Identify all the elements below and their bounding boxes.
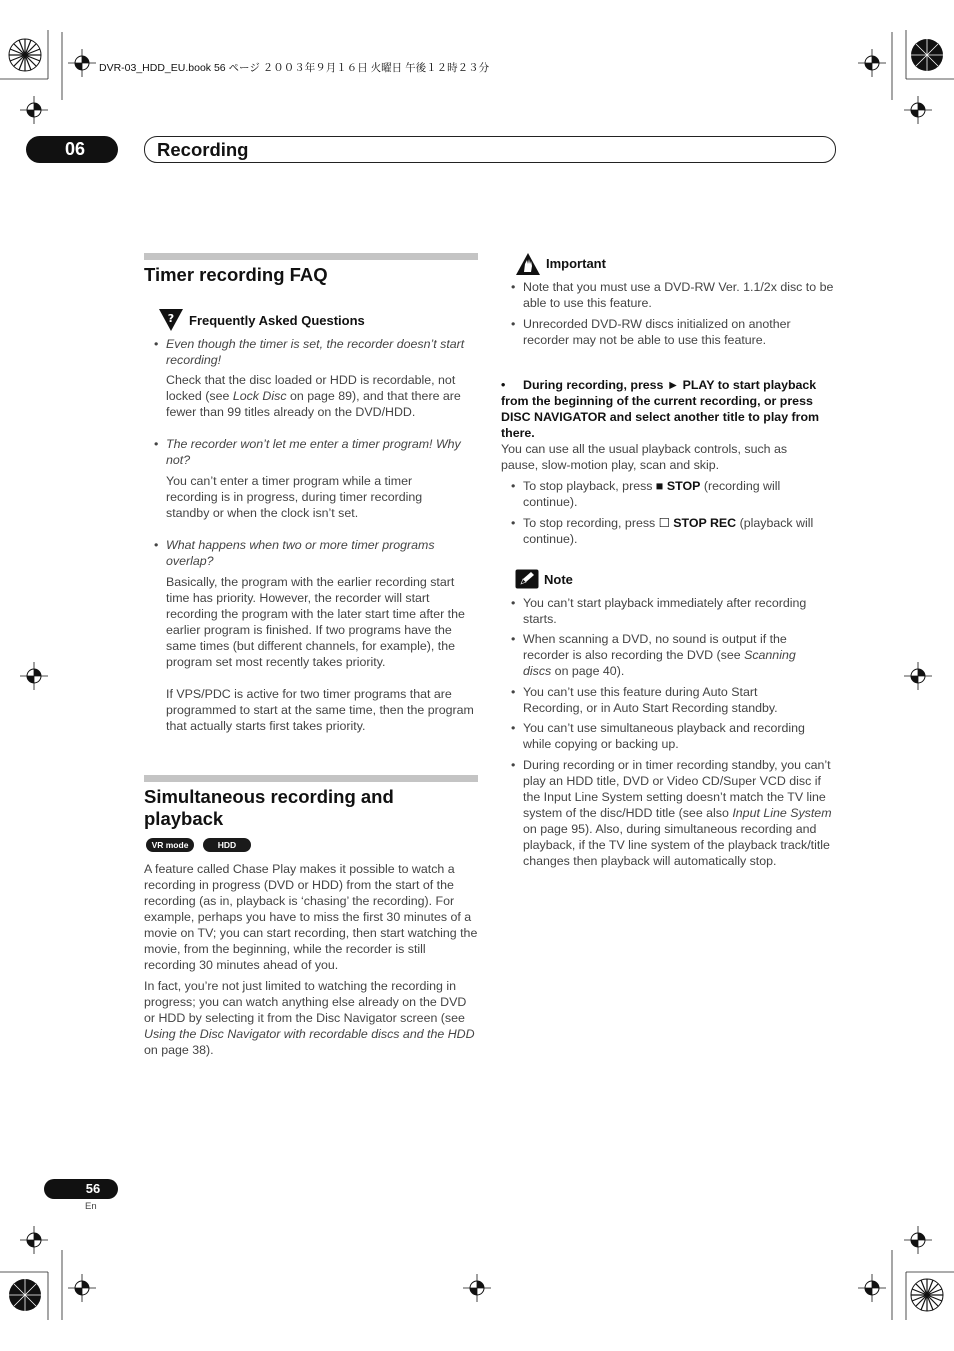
- faq-answer: If VPS/PDC is active for two timer programs that are programmed to start at the same time, then the program that actually starts first takes priority.: [166, 687, 474, 733]
- hdd-badge: HDD: [203, 838, 251, 852]
- faq-question: • The recorder won’t let me enter a timer program! Why not?: [154, 437, 461, 467]
- important-item: • Unrecorded DVD-RW discs initialized on another recorder may not be able to use this feature.: [511, 317, 791, 347]
- faq-answer: Basically, the program with the earlier recording start time has priority. However, the recorder will start recording the program with the later start time after the earlier program is finished. If two programs have the same times (but different channels, for example), the program set most recently takes priority.: [166, 575, 465, 669]
- stop-recording-item: • To stop recording, press ☐ STOP REC (playback will continue).: [511, 516, 814, 546]
- note-title: Note: [544, 572, 573, 587]
- page-number: 56: [85, 1181, 101, 1196]
- svg-text:?: ?: [167, 312, 175, 325]
- important-icon: [515, 252, 541, 276]
- section-rule: [144, 775, 478, 782]
- cross-reference: Input Line System: [732, 806, 832, 820]
- note-item: • You can’t use simultaneous playback and recording while copying or backing up.: [511, 721, 805, 751]
- faq-question: • Even though the timer is set, the recorder doesn’t start recording!: [154, 337, 465, 367]
- faq-icon: [158, 308, 184, 332]
- note-icon: [515, 569, 539, 589]
- note-item: • You can’t use this feature during Auto Start Recording, or in Auto Start Recording standby.: [511, 685, 778, 715]
- important-item: • Note that you must use a DVD-RW Ver. 1.1/2x disc to be able to use this feature.: [511, 280, 834, 310]
- step-instruction: • During recording, press ► PLAY to start playback from the beginning of the current recording, or press DISC NAVIGATOR and select another title to play from there.: [501, 378, 820, 440]
- faq-question-text: What happens when two or more timer programs overlap?: [166, 538, 435, 568]
- section-title-simultaneous: Simultaneous recording and playback: [144, 786, 394, 829]
- page-number-badge: [44, 1179, 118, 1199]
- chapter-title: Recording: [157, 139, 249, 160]
- faq-question-text: The recorder won’t let me enter a timer program! Why not?: [166, 437, 461, 467]
- chapter-number: 06: [64, 139, 86, 159]
- language-code: En: [85, 1201, 97, 1212]
- faq-box-title: Frequently Asked Questions: [189, 313, 365, 328]
- step-description: You can use all the usual playback controls, such as pause, slow-motion play, scan and skip.: [501, 442, 788, 472]
- note-item: • When scanning a DVD, no sound is output if the recorder is also recording the DVD (see Scanning discs on page 40).: [511, 632, 796, 678]
- chapter-badge: [26, 136, 118, 163]
- note-item: • You can’t start playback immediately after recording starts.: [511, 596, 807, 626]
- faq-answer: You can’t enter a timer program while a timer recording is in progress, during timer recording standby or when the clock isn’t set.: [166, 474, 423, 520]
- cross-reference: Scanning discs: [523, 648, 796, 678]
- faq-question: • What happens when two or more timer programs overlap?: [154, 538, 435, 568]
- body-paragraph: In fact, you’re not just limited to watching the recording in progress; you can watch anything else already on the DVD or HDD by selecting it from the Disc Navigator screen (see Using the Disc Navigator with recordable discs and the HDD on page 38).: [144, 979, 475, 1057]
- chapter-title-bar: [144, 136, 836, 163]
- faq-question-text: Even though the timer is set, the recorder doesn’t start recording!: [166, 337, 465, 367]
- vr-mode-badge: VR mode: [146, 838, 194, 852]
- file-header: DVR-03_HDD_EU.book 56 ページ ２００３年９月１６日 火曜日 午後１２時２３分: [99, 62, 490, 74]
- cross-reference: Lock Disc: [232, 389, 287, 403]
- stop-key: ■ STOP: [655, 479, 701, 493]
- section-rule: [144, 253, 478, 260]
- section-title-timer-faq: Timer recording FAQ: [144, 264, 328, 285]
- cross-reference: Using the Disc Navigator with recordable discs and the HDD: [144, 1027, 475, 1041]
- body-paragraph: A feature called Chase Play makes it possible to watch a recording in progress (DVD or HDD) from the start of the recording (as in, playback is ‘chasing’ the recording). For example, perhaps you have to miss the first 30 minutes of a movie on TV; you can start recording, then start watching the movie, from the beginning, while the recorder is still recording 30 minutes ahead of you.: [144, 862, 478, 972]
- stop-playback-item: • To stop playback, press ■ STOP (recording will continue).: [511, 479, 781, 509]
- faq-answer: Check that the disc loaded or HDD is recordable, not locked (see Lock Disc on page 89), and that there are fewer than 99 titles already on the DVD/HDD.: [166, 373, 461, 419]
- stop-rec-key: ☐ STOP REC: [658, 516, 737, 530]
- note-item: • During recording or in timer recording standby, you can’t play an HDD title, DVD or Video CD/Super VCD disc if the Input Line System setting doesn’t match the TV line system of the disc/HDD title (see also Input Line System on page 95). Also, during simultaneous recording and playback, if the TV line system of the playback track/title changes then playback will automatically stop.: [511, 758, 832, 868]
- important-title: Important: [546, 256, 606, 271]
